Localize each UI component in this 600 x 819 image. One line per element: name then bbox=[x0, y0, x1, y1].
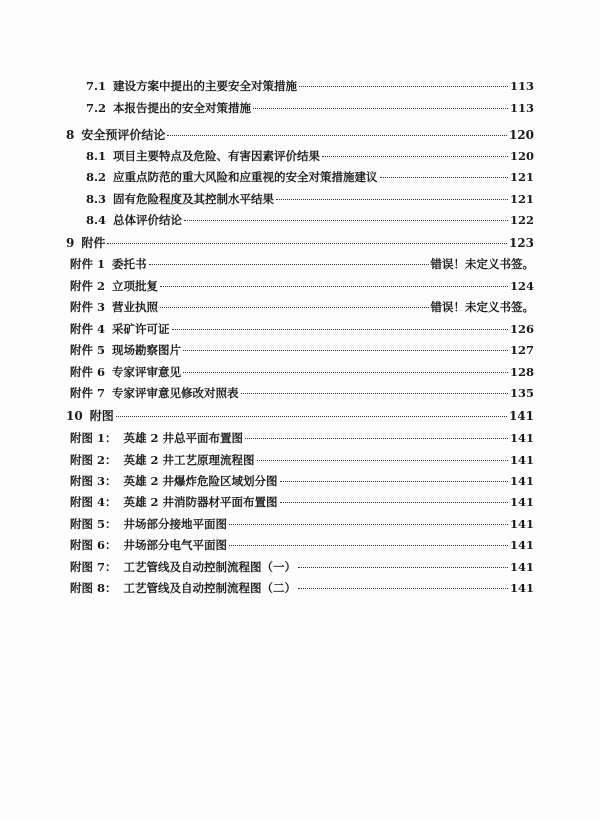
toc-entry[interactable] bbox=[70, 299, 534, 317]
toc-entry-page: 113 bbox=[509, 101, 534, 115]
toc-entry-page: 141 bbox=[509, 495, 534, 509]
dot-leader bbox=[298, 588, 508, 589]
dot-leader bbox=[241, 393, 508, 394]
toc-entry-title: 总体评价结论 bbox=[113, 213, 183, 227]
toc-entry-page: 错误！未定义书签。 bbox=[430, 300, 534, 314]
dot-leader bbox=[229, 545, 508, 546]
dot-leader bbox=[298, 567, 508, 568]
toc-entry-number: 附图 1： bbox=[70, 431, 117, 445]
toc-entry-page: 128 bbox=[509, 365, 534, 379]
dot-leader bbox=[380, 177, 508, 178]
dot-leader bbox=[253, 108, 508, 109]
dot-leader bbox=[184, 220, 508, 221]
toc-entry[interactable] bbox=[66, 234, 534, 252]
toc-entry[interactable] bbox=[70, 278, 534, 296]
toc-entry-number: 附图 6： bbox=[70, 538, 117, 552]
toc-entry-number: 附件 6 bbox=[70, 365, 106, 379]
toc-entry-title: 工艺管线及自动控制流程图（二） bbox=[123, 581, 297, 595]
toc-entry-title: 英雄 2 井爆炸危险区域划分图 bbox=[123, 474, 278, 488]
toc-entry-page: 126 bbox=[509, 322, 534, 336]
toc-entry-title: 安全预评价结论 bbox=[81, 128, 166, 142]
toc-entry-title: 工艺管线及自动控制流程图（一） bbox=[123, 560, 297, 574]
toc-entry-title: 营业执照 bbox=[112, 300, 159, 314]
toc-entry[interactable] bbox=[86, 148, 534, 166]
toc-entry-page: 141 bbox=[509, 517, 534, 531]
toc-entry-title: 专家评审意见 bbox=[112, 365, 182, 379]
toc-entry-page: 141 bbox=[509, 431, 534, 445]
toc-entry-number: 附图 7： bbox=[70, 560, 117, 574]
dot-leader bbox=[245, 438, 508, 439]
toc-entry-number: 8.2 bbox=[86, 170, 107, 184]
toc-entry-page: 113 bbox=[509, 79, 534, 93]
toc-entry-number: 附件 4 bbox=[70, 322, 106, 336]
dot-leader bbox=[116, 416, 507, 417]
toc-entry-page: 127 bbox=[509, 343, 534, 357]
dot-leader bbox=[160, 307, 428, 308]
toc-entry-page: 121 bbox=[509, 170, 534, 184]
dot-leader bbox=[107, 243, 507, 244]
toc-entry-title: 英雄 2 井工艺原理流程图 bbox=[123, 453, 255, 467]
toc-entry-number: 附图 5： bbox=[70, 517, 117, 531]
dot-leader bbox=[183, 350, 508, 351]
toc-entry-title: 现场勘察图片 bbox=[112, 343, 182, 357]
toc-entry-page: 121 bbox=[509, 192, 534, 206]
toc-entry-title: 英雄 2 井总平面布置图 bbox=[123, 431, 244, 445]
dot-leader bbox=[229, 524, 508, 525]
toc-entry-title: 井场部分电气平面图 bbox=[123, 538, 228, 552]
toc-entry[interactable] bbox=[70, 342, 534, 360]
toc-entry[interactable] bbox=[70, 473, 534, 491]
toc-entry[interactable] bbox=[86, 212, 534, 230]
toc-entry-page: 135 bbox=[509, 386, 534, 400]
toc-entry-number: 附图 2： bbox=[70, 453, 117, 467]
toc-entry[interactable] bbox=[70, 537, 534, 555]
toc-entry[interactable] bbox=[70, 494, 534, 512]
toc-entry-page: 141 bbox=[509, 538, 534, 552]
toc-entry[interactable] bbox=[70, 430, 534, 448]
toc-entry-number: 附图 4： bbox=[70, 495, 117, 509]
toc-entry-page: 141 bbox=[509, 560, 534, 574]
toc-entry-title: 附件 bbox=[81, 236, 106, 250]
dot-leader bbox=[183, 372, 508, 373]
toc-entry-page: 错误！未定义书签。 bbox=[430, 257, 534, 271]
toc-entry-title: 立项批复 bbox=[112, 279, 159, 293]
toc-entry[interactable] bbox=[86, 78, 534, 96]
toc-entry-number: 10 bbox=[66, 409, 83, 423]
toc-entry-number: 附件 1 bbox=[70, 257, 106, 271]
toc-entry-number: 附件 3 bbox=[70, 300, 106, 314]
toc-entry-title: 专家评审意见修改对照表 bbox=[112, 386, 239, 400]
toc-entry-number: 附件 7 bbox=[70, 386, 106, 400]
toc-entry-title: 委托书 bbox=[112, 257, 147, 271]
dot-leader bbox=[149, 264, 429, 265]
toc-entry[interactable] bbox=[70, 364, 534, 382]
toc-entry-page: 141 bbox=[509, 581, 534, 595]
toc-entry-number: 8.4 bbox=[86, 213, 107, 227]
toc-entry[interactable] bbox=[70, 559, 534, 577]
toc-entry-number: 8.1 bbox=[86, 149, 107, 163]
toc-entry-title: 附图 bbox=[89, 409, 114, 423]
dot-leader bbox=[322, 156, 508, 157]
toc-entry-page: 120 bbox=[508, 128, 534, 142]
dot-leader bbox=[280, 502, 508, 503]
toc-entry-title: 固有危险程度及其控制水平结果 bbox=[113, 192, 275, 206]
toc-entry-page: 124 bbox=[509, 279, 534, 293]
toc-entry-number: 7.1 bbox=[86, 79, 107, 93]
toc-entry-number: 8.3 bbox=[86, 192, 107, 206]
toc-entry[interactable] bbox=[66, 407, 534, 425]
toc-entry-title: 应重点防范的重大风险和应重视的安全对策措施建议 bbox=[113, 170, 378, 184]
toc-entry-title: 英雄 2 井消防器材平面布置图 bbox=[123, 495, 278, 509]
toc-entry[interactable] bbox=[70, 385, 534, 403]
toc-entry[interactable] bbox=[86, 191, 534, 209]
toc-entry-number: 附图 3： bbox=[70, 474, 117, 488]
toc-entry[interactable] bbox=[70, 580, 534, 598]
dot-leader bbox=[280, 481, 508, 482]
toc-entry[interactable] bbox=[70, 516, 534, 534]
toc-entry[interactable] bbox=[86, 169, 534, 187]
toc-entry-page: 141 bbox=[508, 409, 534, 423]
toc-entry-number: 8 bbox=[66, 128, 75, 142]
toc-entry[interactable] bbox=[70, 256, 534, 274]
toc-entry-page: 141 bbox=[509, 474, 534, 488]
toc-entry-number: 附图 8： bbox=[70, 581, 117, 595]
toc-entry-title: 井场部分接地平面图 bbox=[123, 517, 228, 531]
toc-entry[interactable] bbox=[66, 126, 534, 144]
dot-leader bbox=[299, 86, 508, 87]
dot-leader bbox=[172, 329, 508, 330]
toc-entry[interactable] bbox=[70, 452, 534, 470]
toc-entry-page: 141 bbox=[509, 453, 534, 467]
toc-entry-number: 7.2 bbox=[86, 101, 107, 115]
toc-entry-number: 9 bbox=[66, 236, 75, 250]
toc-entry-page: 120 bbox=[509, 149, 534, 163]
toc-entry[interactable] bbox=[70, 321, 534, 339]
toc-entry-title: 建设方案中提出的主要安全对策措施 bbox=[113, 79, 298, 93]
toc-entry-page: 123 bbox=[508, 236, 534, 250]
toc-entry-number: 附件 2 bbox=[70, 279, 106, 293]
toc-entry-number: 附件 5 bbox=[70, 343, 106, 357]
dot-leader bbox=[276, 199, 508, 200]
toc-entry-title: 项目主要特点及危险、有害因素评价结果 bbox=[113, 149, 321, 163]
dot-leader bbox=[257, 460, 508, 461]
dot-leader bbox=[160, 286, 508, 287]
dot-leader bbox=[167, 135, 507, 136]
toc-entry[interactable] bbox=[86, 100, 534, 118]
toc-entry-title: 本报告提出的安全对策措施 bbox=[113, 101, 252, 115]
toc-entry-page: 122 bbox=[509, 213, 534, 227]
toc-entry-title: 采矿许可证 bbox=[112, 322, 170, 336]
